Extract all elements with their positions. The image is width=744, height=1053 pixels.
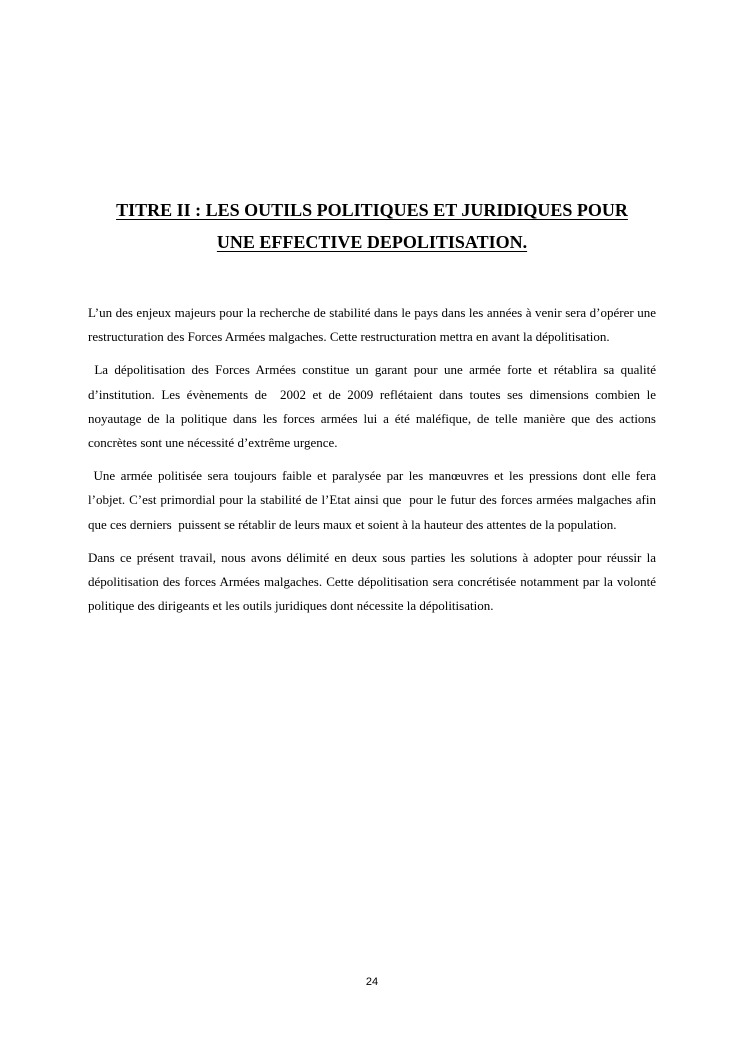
- paragraph-3: Une armée politisée sera toujours faible et paralysée par les manœuvres et les pressions dont elle fera l’objet. C’est primordial pour la stabilité de l’Etat ainsi que pour le futur des forces armées malgaches afin que ces derniers puissent se rétablir de leurs maux et soient à la hauteur des attentes de la population.: [88, 468, 660, 532]
- section-title-line-1: TITRE II : LES OUTILS POLITIQUES ET JURIDIQUES POUR: [116, 200, 628, 220]
- body-text: [88, 301, 660, 627]
- section-title-line-2: UNE EFFECTIVE DEPOLITISATION.: [216, 232, 528, 252]
- paragraph-2: La dépolitisation des Forces Armées constitue un garant pour une armée forte et rétablira sa qualité d’institution. Les évènements de 2002 et de 2009 reflétaient dans toutes ses dimensions combien le noyautage de la politique dans les forces armées lui a été maléfique, de telle manière que des actions concrètes sont une nécessité d’extrême urgence.: [88, 362, 660, 451]
- paragraph-4: Dans ce présent travail, nous avons délimité en deux sous parties les solutions à adopter pour réussir la dépolitisation des forces Armées malgaches. Cette dépolitisation sera concrétisée notamment par la volonté politique des dirigeants et les outils juridiques dont nécessite la dépolitisation.: [88, 549, 656, 614]
- page-number: 24: [365, 976, 379, 988]
- paragraph-1: L’un des enjeux majeurs pour la recherche de stabilité dans le pays dans les années à venir sera d’opérer une restructuration des Forces Armées malgaches. Cette restructuration mettra en avant la dépolitisation.: [88, 305, 656, 345]
- section-title: [88, 194, 656, 258]
